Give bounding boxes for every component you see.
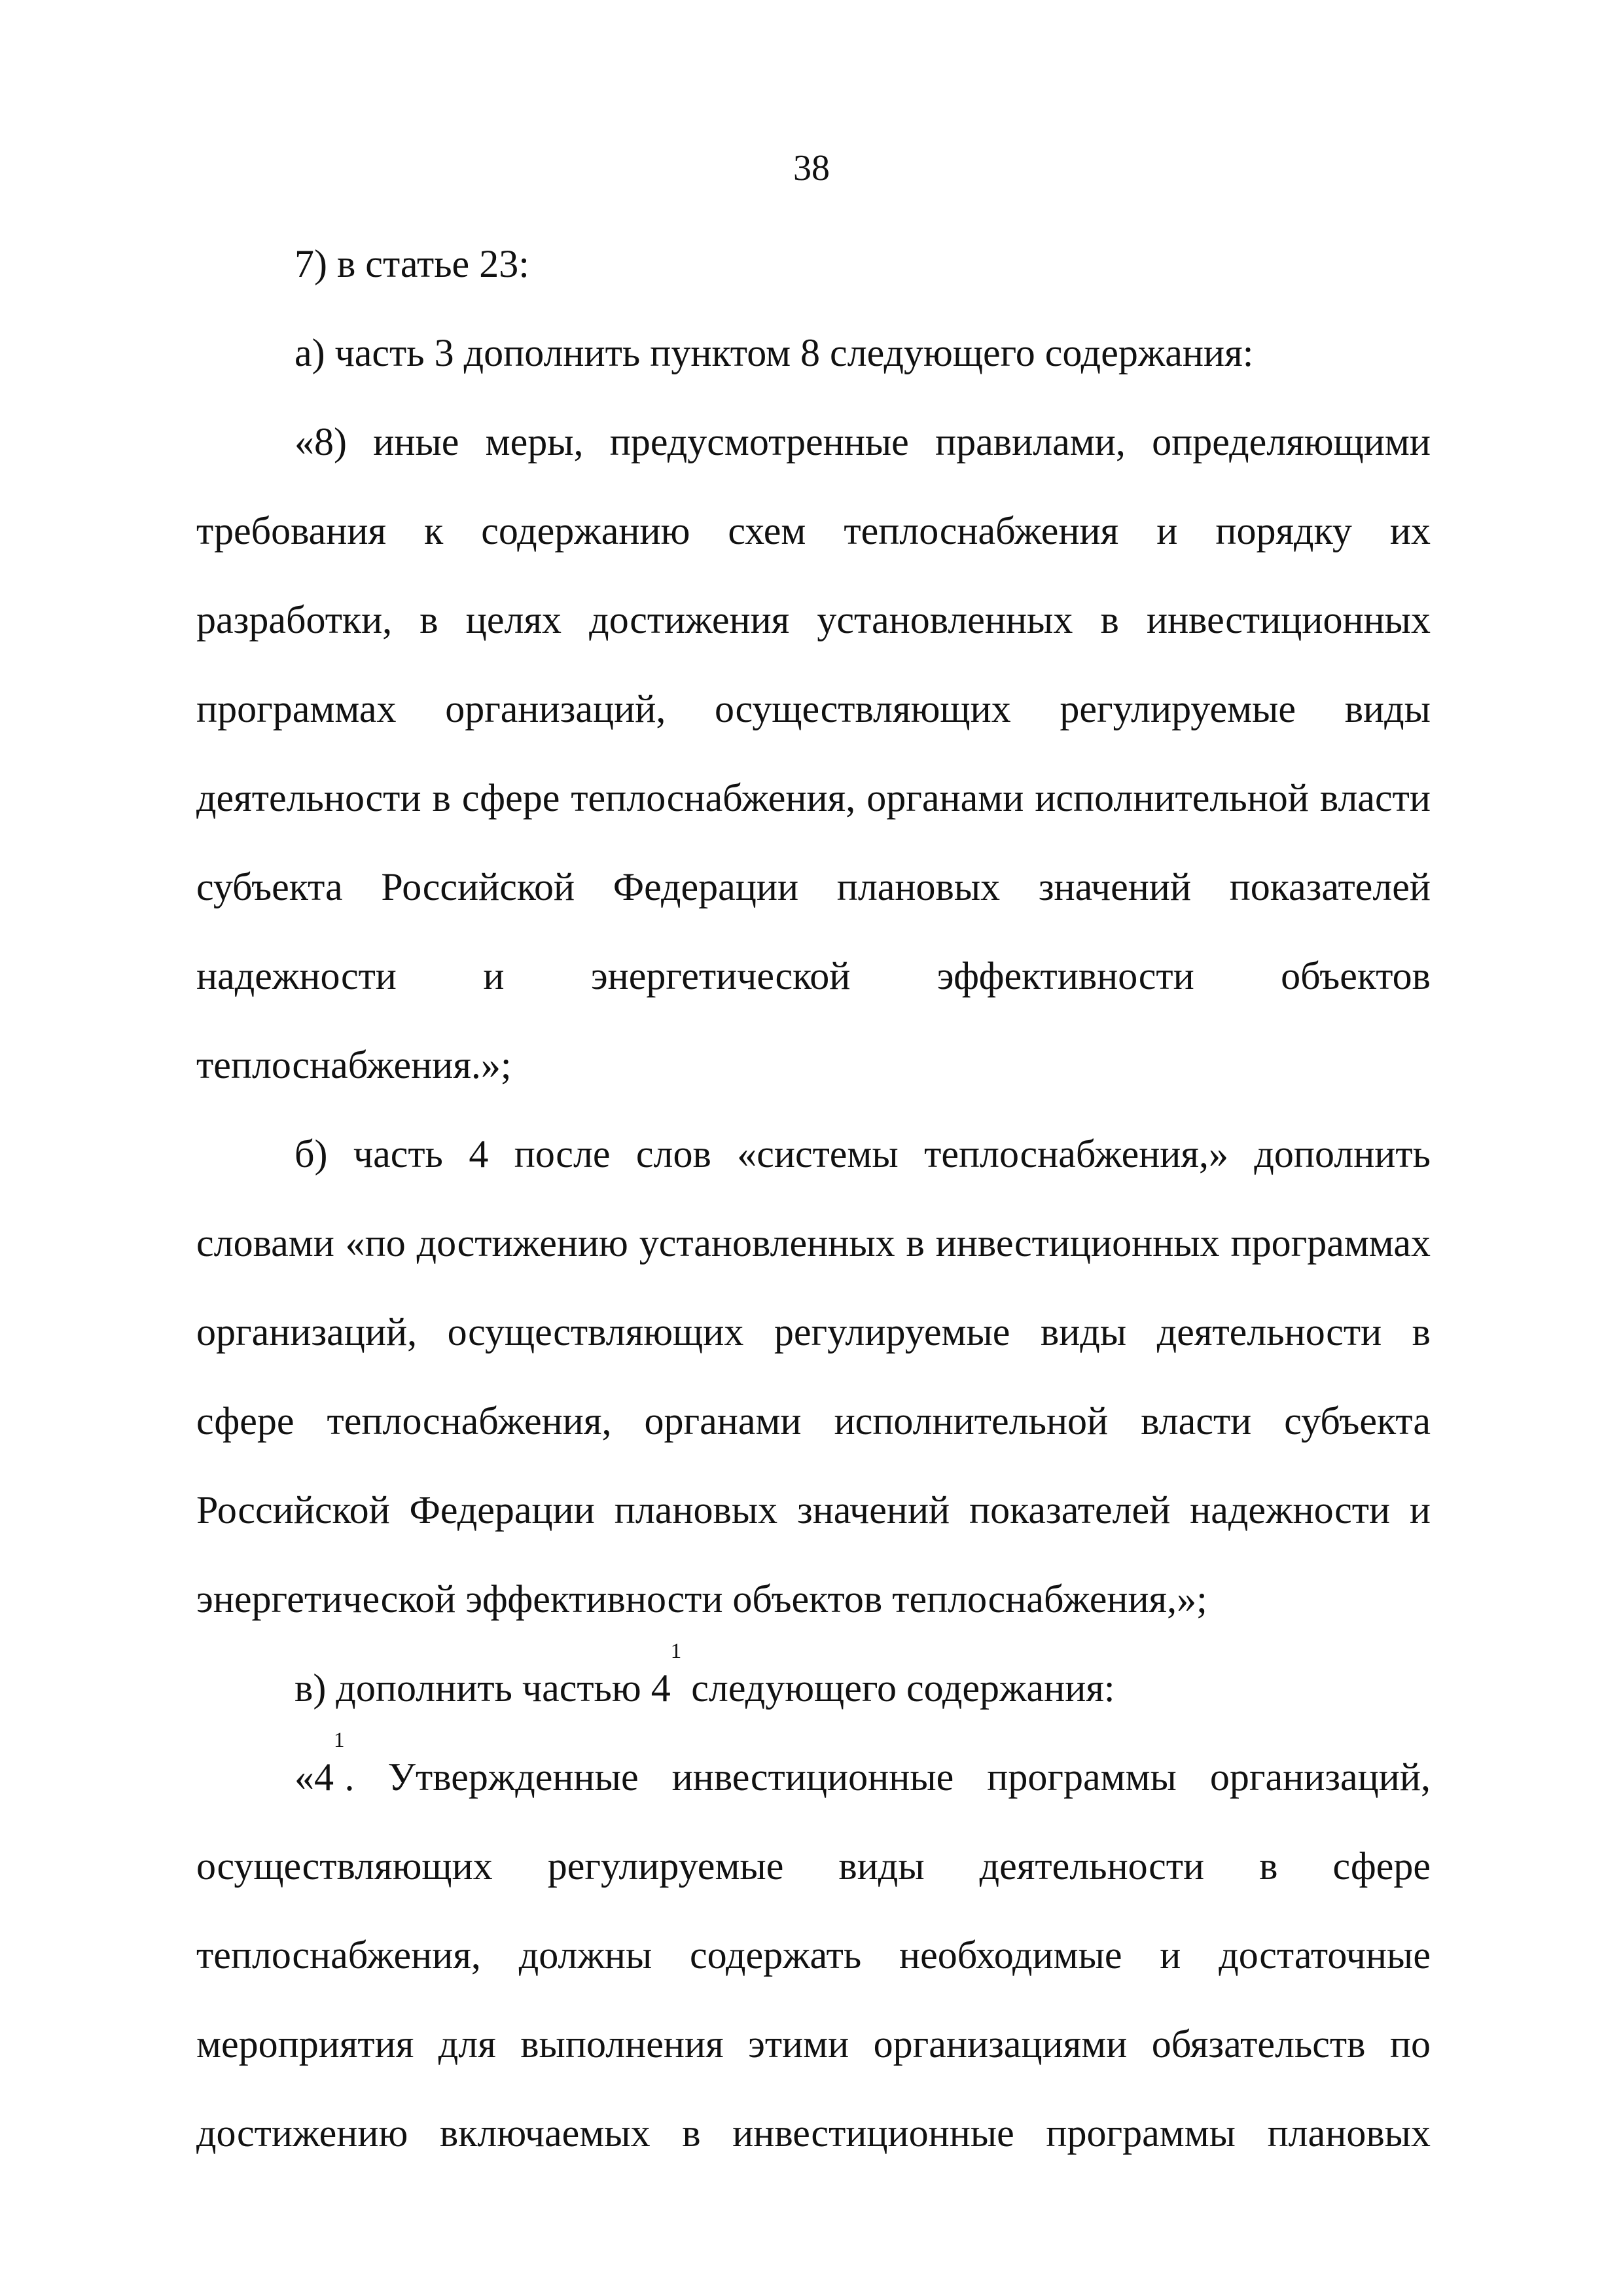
document-body xyxy=(196,219,1431,2178)
paragraph-article-23 xyxy=(196,219,1431,308)
superscript: 1 xyxy=(670,1640,682,1663)
paragraph-text: б) часть 4 после слов «системы теплоснабжения,» дополнить словами «по достижению установленных в инвестиционных программах организаций, осуществляющих регулируемые виды деятельности в сфере теплоснабжения, органами исполнительной власти субъекта Российской Федерации плановых значений показателей надежности и энергетической эффективности объектов теплоснабжения,»; xyxy=(196,1132,1431,1621)
paragraph-a xyxy=(196,308,1431,397)
paragraph-text: «8) иные меры, предусмотренные правилами, определяющими требования к содержанию схем теплоснабжения и порядку их разработки, в целях достижения установленных в инвестиционных программах организаций, осуществляющих регулируемые виды деятельности в сфере теплоснабжения, органами исполнительной власти субъекта Российской Федерации плановых значений показателей надежности и энергетической эффективности объектов теплоснабжения.»; xyxy=(196,420,1431,1086)
paragraph-text: 7) в статье 23: xyxy=(294,242,529,285)
paragraph-b xyxy=(196,1109,1431,1643)
page-number: 38 xyxy=(793,148,830,188)
paragraph-text: «4 xyxy=(294,1755,334,1799)
paragraph-text: . Утвержденные инвестиционные программы организаций, осуществляющих регулируемые виды деятельности в сфере теплоснабжения, должны содержать необходимые и достаточные мероприятия для выполнения этими организациями обязательств по достижению включаемых в инвестиционные программы плановых xyxy=(196,1755,1431,2155)
paragraph-text: следующего содержания: xyxy=(681,1666,1115,1710)
paragraph-text: в) дополнить частью 4 xyxy=(294,1666,671,1710)
paragraph-quote-8 xyxy=(196,397,1431,1109)
superscript: 1 xyxy=(334,1729,345,1752)
paragraph-quote-4-1 xyxy=(196,1729,1431,2178)
paragraph-text: а) часть 3 дополнить пунктом 8 следующего содержания: xyxy=(294,331,1254,374)
paragraph-v xyxy=(196,1640,1431,1732)
